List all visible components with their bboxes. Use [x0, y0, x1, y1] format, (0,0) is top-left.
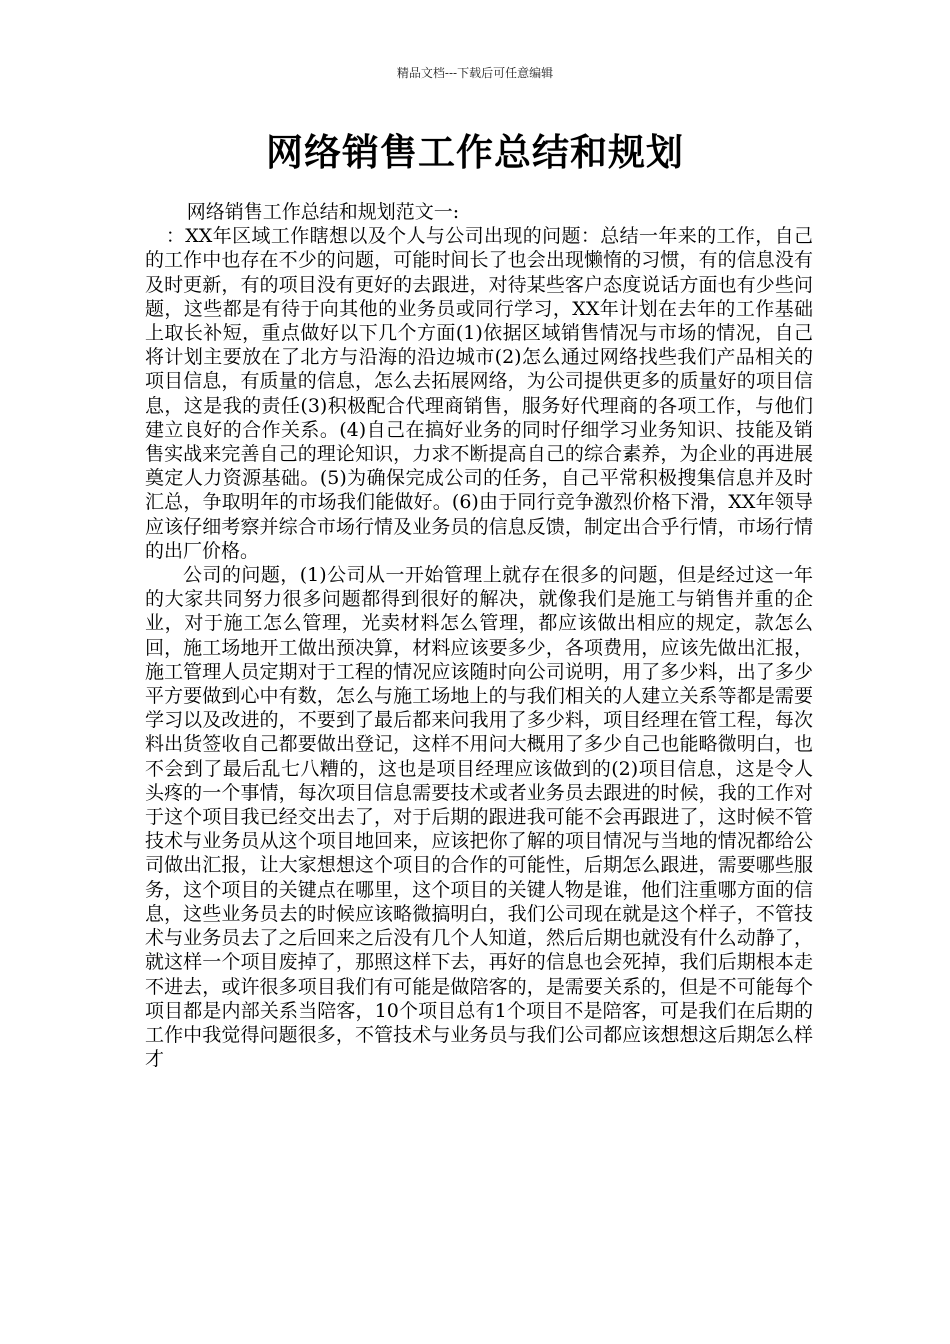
- document-title: 网络销售工作总结和规划: [266, 130, 684, 174]
- page-header-note: 精品文档---下载后可任意编辑: [396, 66, 554, 80]
- paragraph-1: ：XX年区域工作瞎想以及个人与公司出现的问题：总结一年来的工作，自己的工作中也存在不少的问题，可能时间长了也会出现懒惰的习惯，有的信息没有及时更新，有的项目没有更好的去跟进，对待某些客户态度说话方面也有少些问题，这些都是有待于向其他的业务员或同行学习，XX年计划在去年的工作基础上取长补短，重点做好以下几个方面(1)依据区域销售情况与市场的情况，自己将计划主要放在了北方与沿海的沿边城市(2)怎么通过网络找些我们产品相关的项目信息，有质量的信息，怎么去拓展网络，为公司提供更多的质量好的项目信息，这是我的责任(3)积极配合代理商销售，服务好代理商的各项工作，与他们建立良好的合作关系。(4)自己在搞好业务的同时仔细学习业务知识、技能及销售实战来完善自己的理论知识，力求不断提高自己的综合素养，为企业的再进展奠定人力资源基础。(5)为确保完成公司的任务，自己平常积极搜集信息并及时汇总，争取明年的市场我们能做好。(6)由于同行竞争激烈价格下滑，XX年领导应该仔细考察并综合市场行情及业务员的信息反馈，制定出合乎行情，市场行情的出厂价格。: [145, 225, 813, 562]
- document-body: [145, 200, 813, 1071]
- intro-line: 网络销售工作总结和规划范文一:: [186, 201, 460, 223]
- paragraph-2: 公司的问题，(1)公司从一开始管理上就存在很多的问题，但是经过这一年的大家共同努力很多问题都得到很好的解决，就像我们是施工与销售并重的企业，对于施工怎么管理，光卖材料怎么管理，都应该做出相应的规定，款怎么回，施工场地开工做出预决算，材料应该要多少，各项费用，应该先做出汇报，施工管理人员定期对于工程的情况应该随时向公司说明，用了多少料，出了多少平方要做到心中有数，怎么与施工场地上的与我们相关的人建立关系等都是需要学习以及改进的，不要到了最后都来问我用了多少料，项目经理在管工程，每次料出货签收自己都要做出登记，这样不用问大概用了多少自己也能略微明白，也不会到了最后乱七八糟的，这也是项目经理应该做到的(2)项目信息，这是令人头疼的一个事情，每次项目信息需要技术或者业务员去跟进的时候，我的工作对于这个项目我已经交出去了，对于后期的跟进我可能不会再跟进了，这时候不管技术与业务员从这个项目地回来，应该把你了解的项目情况与当地的情况都给公司做出汇报，让大家想想这个项目的合作的可能性，后期怎么跟进，需要哪些服务，这个项目的关键点在哪里，这个项目的关键人物是谁，他们注重哪方面的信息，这些业务员去的时候应该略微搞明白，我们公司现在就是这个样子，不管技术与业务员去了之后回来之后没有几个人知道，然后后期也就没有什么动静了，就这样一个项目废掉了，那照这样下去，再好的信息也会死掉，我们后期根本走不进去，或许很多项目我们有可能是做陪客的，是需要关系的，但是不可能每个项目都是内部关系当陪客，10个项目总有1个项目不是陪客，可是我们在后期的工作中我觉得问题很多，不管技术与业务员与我们公司都应该想想这后期怎么样才: [145, 564, 813, 1071]
